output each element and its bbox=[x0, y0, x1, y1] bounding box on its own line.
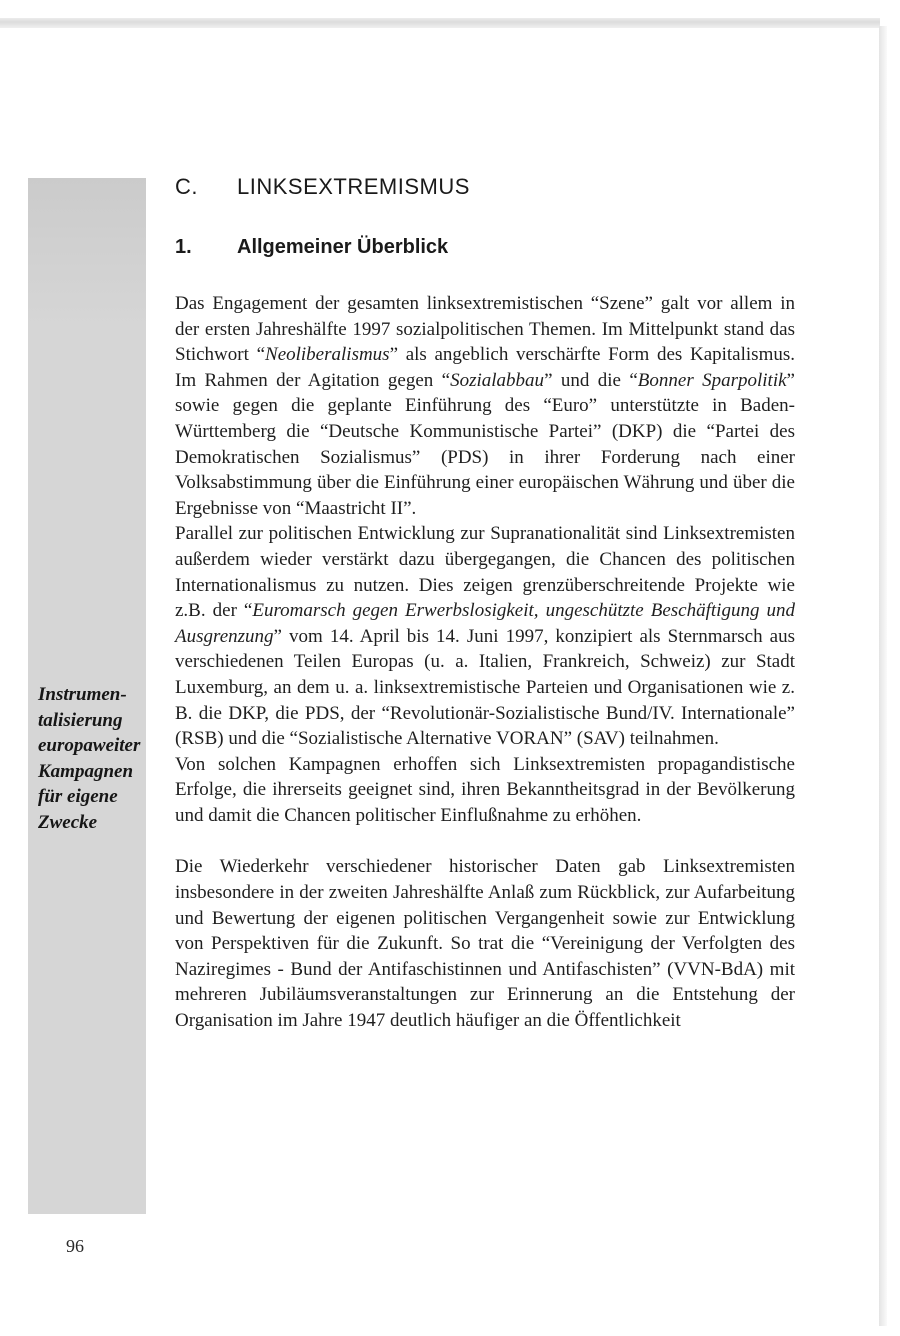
paragraph-1 bbox=[175, 291, 795, 521]
section-number: 1. bbox=[175, 236, 192, 258]
text-run: Das Engagement der gesamten linksextremistischen “Szene” galt vor allem in der ersten Jahreshälfte 1997 sozialpolitischen Themen. Im Mittelpunkt stand das Stichwort “ bbox=[175, 293, 795, 366]
italic-term: Neoliberalismus bbox=[265, 344, 390, 366]
margin-note-line: Instrumen- bbox=[38, 684, 127, 705]
body-text bbox=[175, 291, 795, 1034]
paragraph-2 bbox=[175, 521, 795, 751]
chapter-letter: C. bbox=[175, 174, 198, 199]
margin-note-line: Kampagnen bbox=[38, 760, 134, 782]
text-run: ” als angeblich verschärfte Form des Kapitalismus. Im Rahmen der Agitation gegen “ bbox=[175, 344, 795, 391]
page-number: 96 bbox=[66, 1236, 84, 1256]
margin-note-line: Zwecke bbox=[38, 811, 98, 833]
scan-top-edge bbox=[0, 18, 880, 28]
margin-note-line: talisierung bbox=[38, 709, 123, 731]
italic-term: Sozialabbau bbox=[450, 369, 545, 391]
margin-note bbox=[38, 682, 150, 835]
margin-note-line: für eigene bbox=[38, 786, 118, 807]
margin-shade bbox=[28, 178, 146, 328]
text-run: ” sowie gegen die geplante Einführung des “Euro” unterstützte in Baden-Württemberg die “Deutsche Kommunistische Partei” (DKP) die “Partei des Demokratischen Sozialismus” (PDS) in ihrer Forderung nach einer Volksabstimmung über die Einführung einer europäischen Währung und über die Ergebnisse von “Maastricht II”. bbox=[175, 369, 795, 519]
paragraph-3: Von solchen Kampagnen erhoffen sich Linksextremisten propagandistische Erfolge, die ihrerseits geeignet sind, ihren Bekanntheitsgrad in der Bevölkerung und damit die Chancen politischer Einflußnahme zu erhöhen. bbox=[175, 753, 795, 826]
text-run: ” und die “ bbox=[544, 369, 638, 391]
italic-term: Euromarsch gegen Erwerbslosigkeit, ungeschützte Beschäftigung und Ausgrenzung bbox=[175, 600, 795, 647]
scan-right-edge bbox=[879, 26, 887, 1326]
section-title: Allgemeiner Überblick bbox=[237, 236, 449, 258]
text-run: ” vom 14. April bis 14. Juni 1997, konzipiert als Sternmarsch aus verschiedenen Teilen Europas (u. a. Italien, Frankreich, Schweiz) zur Stadt Luxemburg, an dem u. a. linksextremistische Parteien und Organisationen wie z. B. die DKP, die PDS, der “Revolutionär-Sozialistische Bund/IV. Internationale” (RSB) und die “Sozialistische Alternative VORAN” (SAV) teilnahmen. bbox=[175, 625, 795, 750]
paragraph-4: Die Wiederkehr verschiedener historischer Daten gab Linksextremisten insbesondere in der zweiten Jahreshälfte Anlaß zum Rückblick, zur Aufarbeitung und Bewertung der eigenen politischen Vergangenheit sowie zur Entwicklung von Perspektiven für die Zukunft. So trat die “Vereinigung der Verfolgten des Naziregimes - Bund der Antifaschistinnen und Antifaschisten” (VVN-BdA) mit mehreren Jubiläumsveranstaltungen zur Erinnerung an die Entstehung der Organisation im Jahre 1947 deutlich häufiger an die Öffentlichkeit bbox=[175, 856, 795, 1032]
chapter-heading bbox=[175, 174, 470, 200]
italic-term: Bonner Sparpolitik bbox=[637, 369, 787, 391]
chapter-title: LINKSEXTREMISMUS bbox=[237, 174, 470, 199]
paragraph-gap bbox=[175, 828, 795, 854]
text-run: Parallel zur politischen Entwicklung zur Supranationalität sind Linksextremisten außerdem wieder verstärkt dazu übergegangen, die Chancen des politischen Internationalismus zu nutzen. Dies zeigen grenzüberschreitende Projekte wie z.B. der “ bbox=[175, 523, 795, 622]
margin-note-line: europaweiter bbox=[38, 735, 141, 756]
section-heading bbox=[175, 236, 448, 259]
